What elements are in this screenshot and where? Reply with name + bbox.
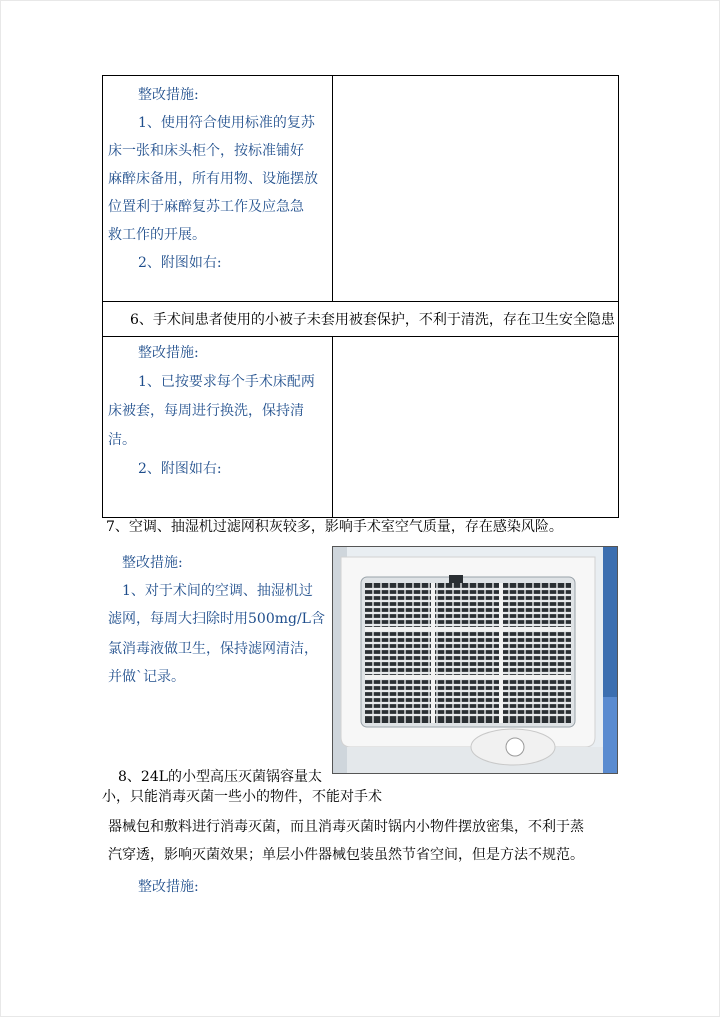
measure-line: 1、对于术间的空调、抽湿机过 bbox=[122, 583, 313, 599]
measure-heading-6: 整改措施: bbox=[138, 345, 199, 361]
measure-line: 位置利于麻醉复苏工作及应急急 bbox=[108, 199, 304, 215]
figure-note-6: 2、附图如右: bbox=[138, 461, 222, 477]
measure-line: 救工作的开展。 bbox=[108, 227, 206, 243]
issue-line-8: 8、24L的小型高压灭菌锅容量太 bbox=[118, 769, 323, 785]
measure-line: 床被套，每周进行换洗，保持清 bbox=[108, 403, 304, 419]
issue-line-8: 汽穿透，影响灭菌效果；单层小件器械包装虽然节省空间，但是方法不规范。 bbox=[108, 847, 584, 863]
table-cell-image-5 bbox=[332, 75, 619, 302]
measure-line: 1、使用符合使用标准的复苏 bbox=[138, 115, 315, 131]
measure-line: 1、已按要求每个手术床配两 bbox=[138, 374, 315, 390]
measure-line: 并做`记录。 bbox=[108, 669, 185, 685]
air-filter-photo bbox=[332, 546, 618, 774]
measure-heading-8: 整改措施: bbox=[138, 879, 199, 895]
measure-line: 洁。 bbox=[108, 432, 136, 448]
table-cell-image-6 bbox=[332, 336, 619, 518]
table-cell-measures-6 bbox=[102, 336, 333, 518]
measure-line: 氯消毒液做卫生，保持滤网清洁， bbox=[108, 641, 318, 657]
measure-heading-7: 整改措施: bbox=[122, 555, 183, 571]
air-filter-illustration bbox=[333, 547, 617, 773]
issue-line-8: 小，只能消毒灭菌一些小的物件，不能对手术 bbox=[102, 789, 382, 805]
issue-text-6: 6、手术间患者使用的小被子未套用被套保护，不利于清洗，存在卫生安全隐患 bbox=[130, 312, 615, 328]
measure-line: 麻醉床备用，所有用物、设施摆放 bbox=[108, 171, 318, 187]
measure-line: 床一张和床头柜个，按标准铺好 bbox=[108, 143, 304, 159]
measure-line: 滤网，每周大扫除时用500mg/L含 bbox=[108, 611, 325, 627]
figure-note-5: 2、附图如右: bbox=[138, 255, 222, 271]
issue-text-7: 7、空调、抽湿机过滤网积灰较多，影响手术室空气质量，存在感染风险。 bbox=[106, 519, 563, 535]
measure-heading-5: 整改措施: bbox=[138, 87, 199, 103]
issue-line-8: 器械包和敷料进行消毒灭菌，而且消毒灭菌时锅内小物件摆放密集，不利于蒸 bbox=[108, 819, 584, 835]
